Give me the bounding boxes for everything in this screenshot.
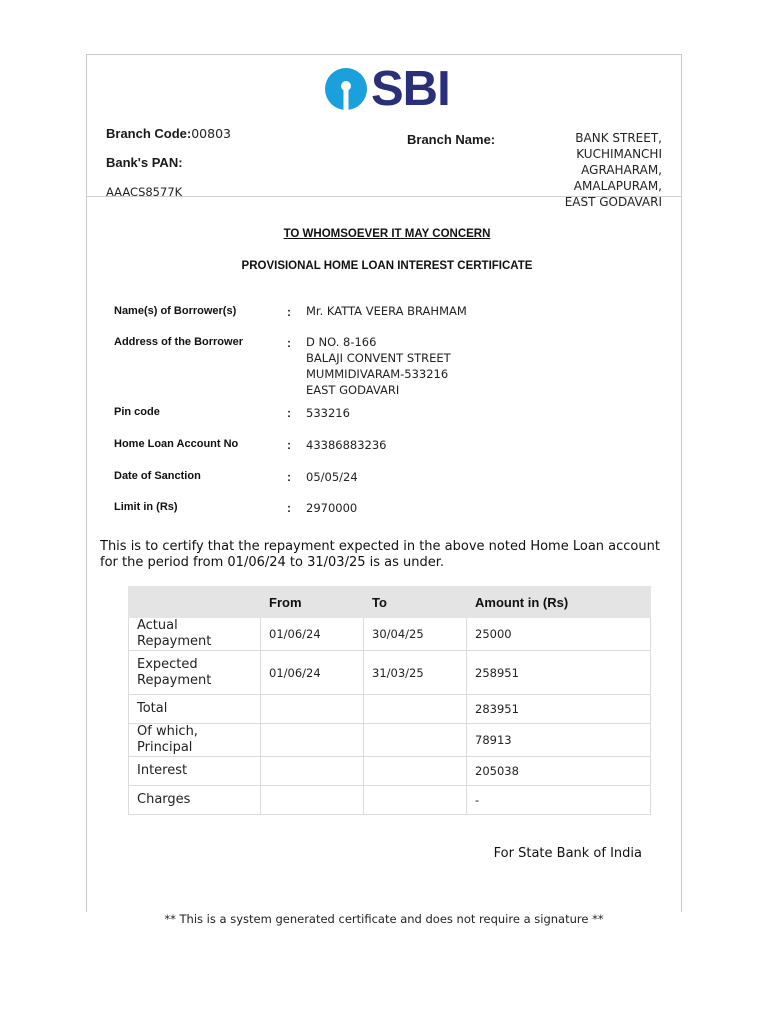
table-cell: 01/06/24 — [261, 618, 364, 651]
branch-name-line: EAST GODAVARI — [564, 195, 662, 209]
table-header-cell: To — [364, 587, 467, 618]
table-cell: Expected Repayment — [129, 651, 261, 695]
table-header-cell — [129, 587, 261, 618]
table-cell — [364, 724, 467, 757]
branch-code-value: 00803 — [191, 126, 231, 141]
table-cell: Actual Repayment — [129, 618, 261, 651]
table-row — [129, 786, 651, 815]
address-line: D NO. 8-166 — [306, 335, 377, 349]
limit-label: Limit in (Rs) — [114, 501, 178, 513]
branch-code — [106, 123, 231, 142]
table-cell — [364, 695, 467, 724]
table-row — [129, 618, 651, 651]
table-cell: 31/03/25 — [364, 651, 467, 695]
table-cell: 78913 — [467, 724, 651, 757]
borrower-address — [306, 334, 451, 398]
limit-value: 2970000 — [306, 501, 358, 515]
borrower-name: Mr. KATTA VEERA BRAHMAM — [306, 304, 467, 318]
system-generated-footnote: ** This is a system generated certificate and does not require a signature ** — [86, 912, 682, 926]
document-subtitle: PROVISIONAL HOME LOAN INTEREST CERTIFICATE — [241, 260, 533, 272]
branch-code-label: Branch Code: — [106, 126, 192, 141]
table-row — [129, 695, 651, 724]
pan-label: Bank's PAN: — [106, 155, 183, 170]
table-cell: Interest — [129, 757, 261, 786]
account-value: 43386883236 — [306, 438, 387, 452]
table-cell — [364, 757, 467, 786]
table-cell: Total — [129, 695, 261, 724]
pin-label: Pin code — [114, 406, 160, 418]
table-cell: 283951 — [467, 695, 651, 724]
colon: : — [287, 406, 291, 420]
table-cell: 258951 — [467, 651, 651, 695]
colon: : — [287, 501, 291, 515]
sbi-logo-icon — [325, 68, 367, 110]
address-line: MUMMIDIVARAM-533216 — [306, 367, 449, 381]
account-label: Home Loan Account No — [114, 438, 239, 450]
table-header-cell: From — [261, 587, 364, 618]
colon: : — [287, 470, 291, 484]
table-row — [129, 651, 651, 695]
logo-text: SBI — [371, 62, 450, 116]
sanction-label: Date of Sanction — [114, 470, 201, 482]
table-cell: 01/06/24 — [261, 651, 364, 695]
repayment-table — [128, 586, 651, 815]
name-label: Name(s) of Borrower(s) — [114, 305, 237, 317]
colon: : — [287, 438, 291, 452]
certify-text: This is to certify that the repayment expected in the above noted Home Loan account for the period from 01/06/24 to 31/03/25 is as under. — [100, 539, 660, 570]
address-label: Address of the Borrower — [114, 336, 243, 348]
colon: : — [287, 336, 291, 350]
signature-line: For State Bank of India — [493, 846, 642, 861]
table-cell — [261, 695, 364, 724]
pan-value: AAACS8577K — [106, 185, 183, 199]
document-title: TO WHOMSOEVER IT MAY CONCERN — [283, 228, 491, 240]
table-cell: - — [467, 786, 651, 815]
branch-name-label: Branch Name: — [407, 132, 496, 147]
address-line: BALAJI CONVENT STREET — [306, 351, 451, 365]
table-cell — [364, 786, 467, 815]
table-cell — [261, 724, 364, 757]
branch-name-line: AGRAHARAM, AMALAPURAM, — [573, 163, 662, 193]
colon: : — [287, 305, 291, 319]
branch-name-address — [490, 130, 662, 210]
table-cell — [261, 786, 364, 815]
table-cell: 205038 — [467, 757, 651, 786]
sbi-logo — [325, 62, 450, 116]
table-cell — [261, 757, 364, 786]
table-row — [129, 757, 651, 786]
table-header-row — [129, 587, 651, 618]
table-cell: 25000 — [467, 618, 651, 651]
pin-value: 533216 — [306, 406, 350, 420]
table-cell: 30/04/25 — [364, 618, 467, 651]
branch-name-line: BANK STREET, KUCHIMANCHI — [575, 131, 662, 161]
table-row — [129, 724, 651, 757]
table-cell: Charges — [129, 786, 261, 815]
table-header-cell: Amount in (Rs) — [467, 587, 651, 618]
sanction-date: 05/05/24 — [306, 470, 358, 484]
address-line: EAST GODAVARI — [306, 383, 400, 397]
table-cell: Of which, Principal — [129, 724, 261, 757]
